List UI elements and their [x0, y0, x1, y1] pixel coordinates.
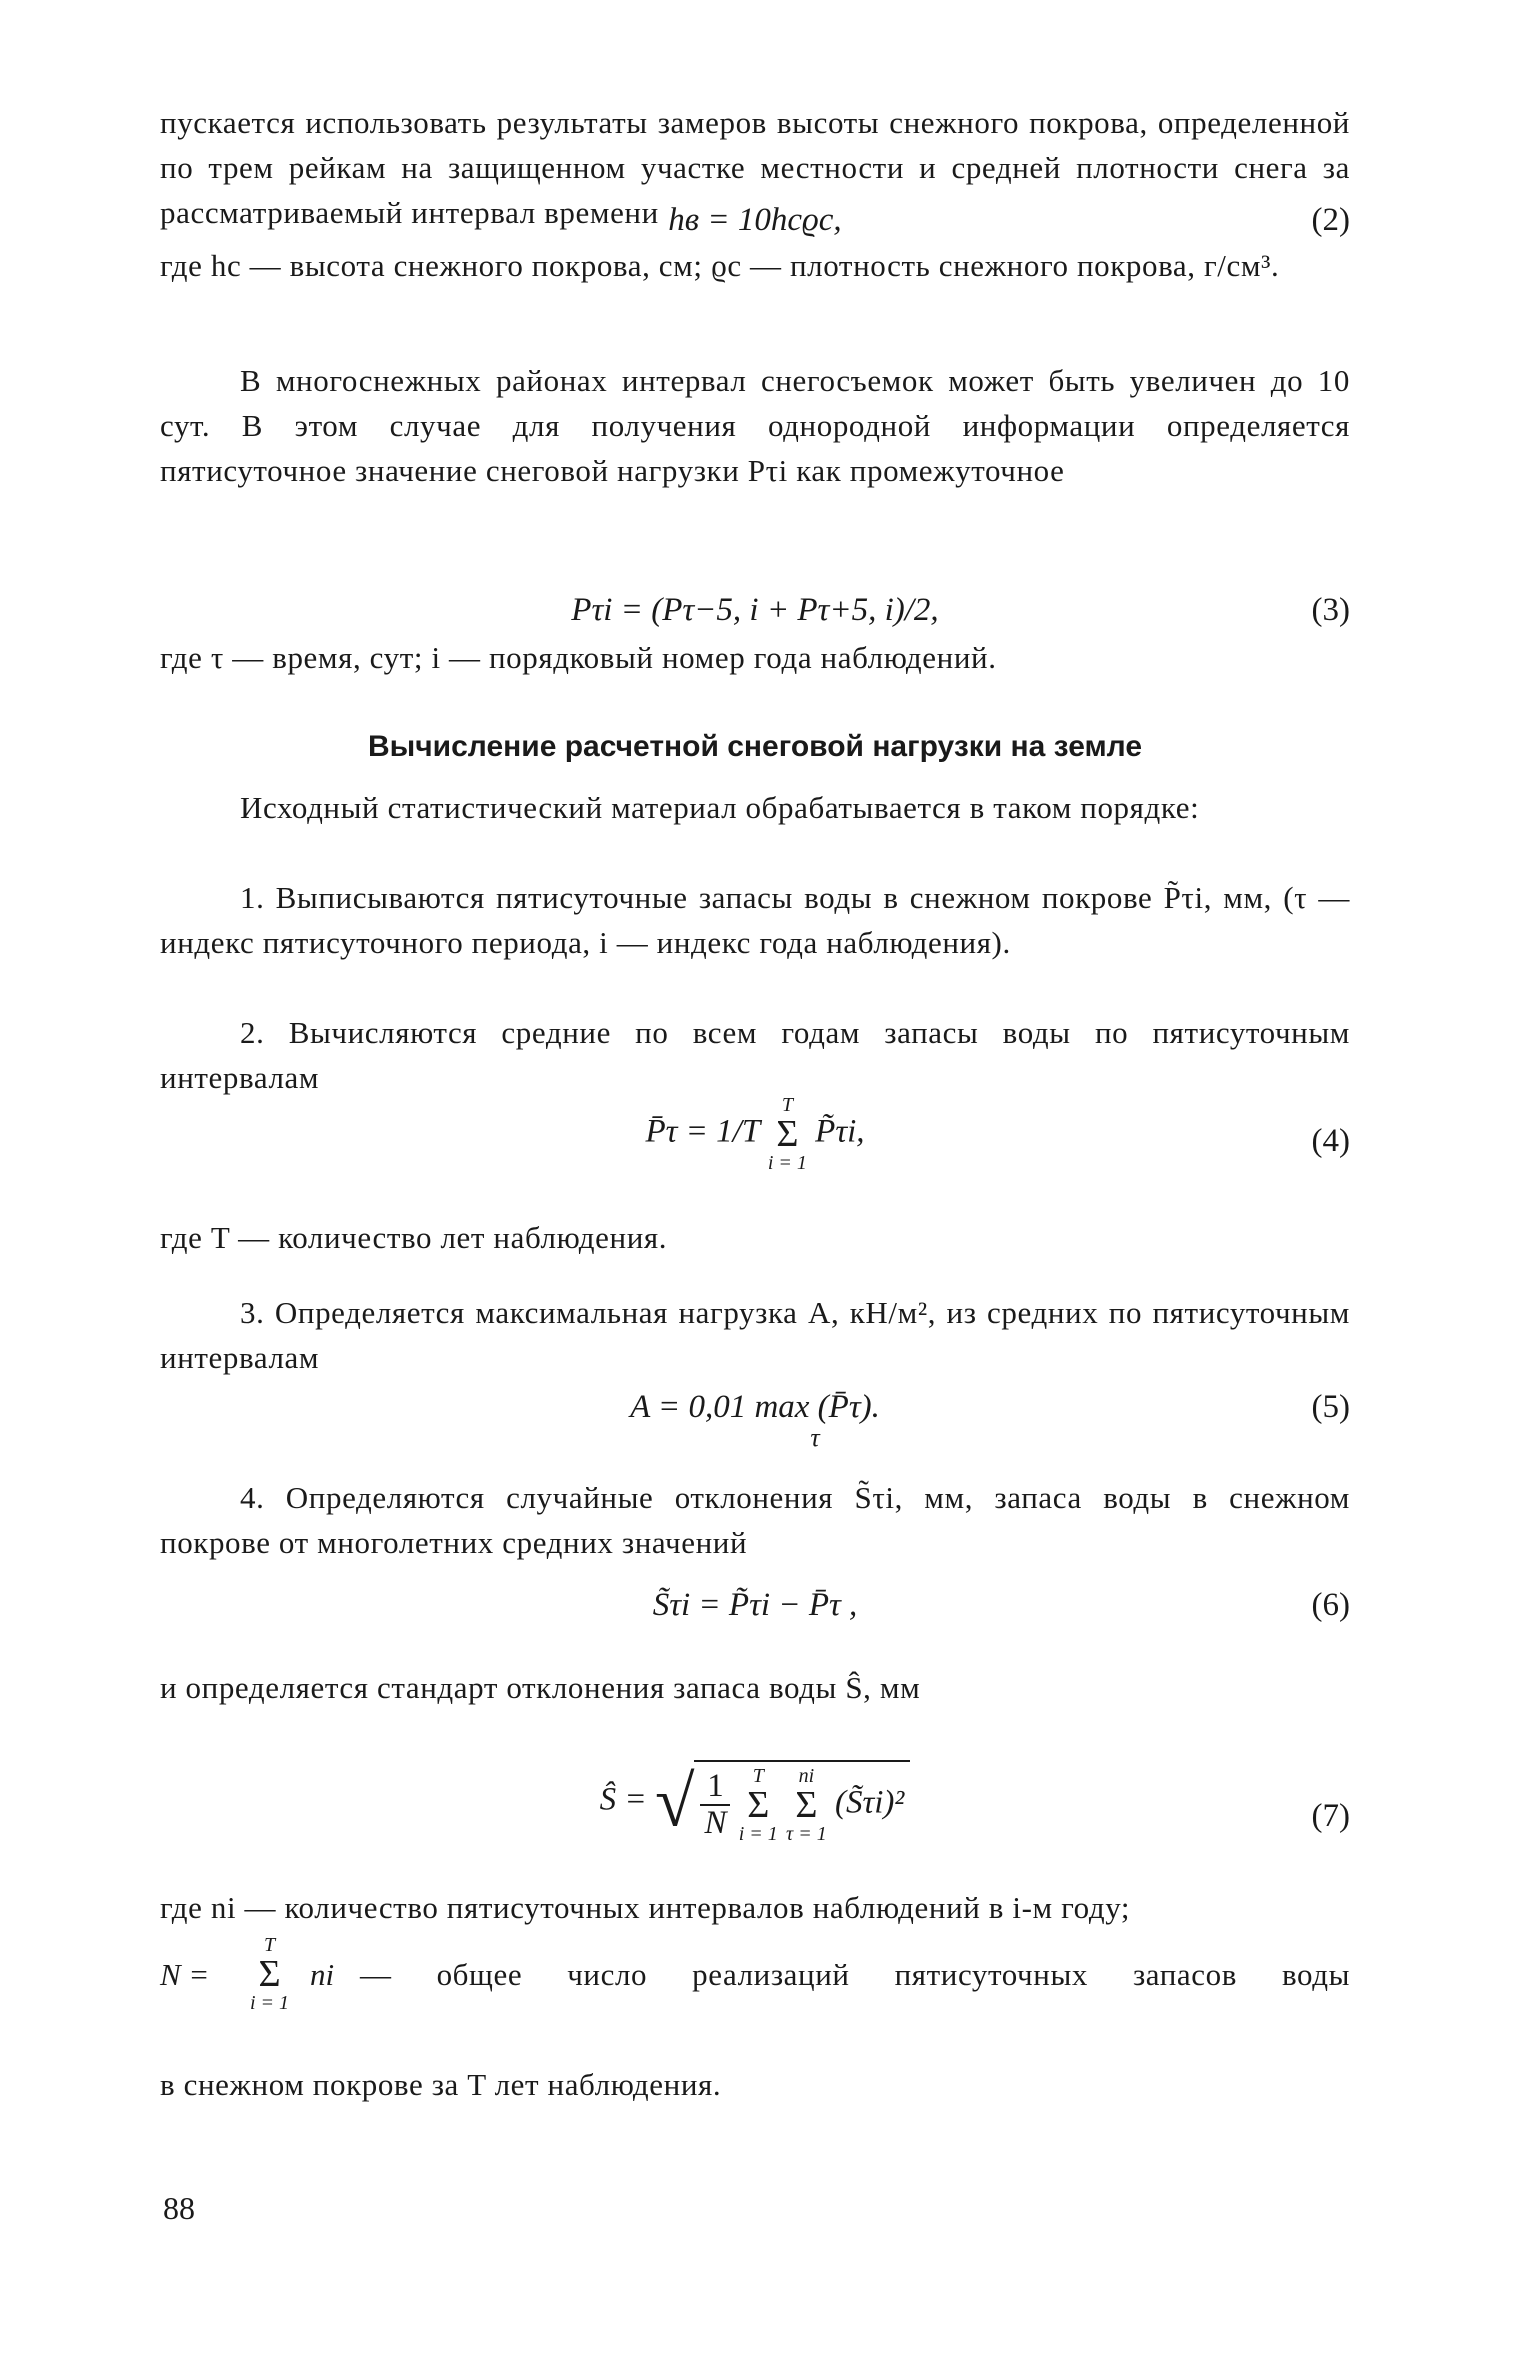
- paragraph-definition-h: где hс — высота снежного покрова, см; ϱс — плотность снежного покрова, г/см³.: [160, 248, 1280, 283]
- formula-4-lhs: P̄τ = 1/T: [645, 1113, 760, 1150]
- formula-5-subscript: τ: [810, 1423, 820, 1452]
- paragraph-intro: пускается использовать результаты замеров высоты снежного покрова, определенной по трем рейкам на защищенном участке местности и средней плотности снега за рассматриваемый интервал времени: [160, 105, 1350, 230]
- sum-symbol-outer: T Σ i = 1: [738, 1765, 778, 1845]
- formula-6-expression: S̃τi = P̃τi − P̄τ ,: [652, 1587, 858, 1623]
- formula-N-line: [160, 1935, 1350, 2035]
- formula-4-rhs: P̃τi,: [815, 1113, 865, 1150]
- paragraph-step-2: 2. Вычисляются средние по всем годам запасы воды по пятисуточным интервалам: [160, 1015, 1350, 1095]
- sum-symbol-N: T Σ i = 1: [250, 1934, 290, 2014]
- formula-7-body: (S̃τi)²: [834, 1784, 905, 1821]
- paragraph-N-definition: — общее число реализаций пятисуточных запасов воды: [360, 1957, 1350, 1992]
- page-number: 88: [163, 2190, 195, 2226]
- paragraph-multisnow: В многоснежных районах интервал снегосъемок может быть увеличен до 10 сут. В этом случае для получения однородной информации определяется пятисуточное значение снеговой нагрузки Pτi как промежуточное: [160, 363, 1350, 488]
- fraction: $\frac{1}{N}$: [700, 1769, 730, 1840]
- formula-2-number: (2): [1311, 202, 1350, 238]
- paragraph-step-3: 3. Определяется максимальная нагрузка A, кН/м², из средних по пятисуточным интервалам: [160, 1295, 1350, 1375]
- section-heading: Вычисление расчетной снеговой нагрузки на земле: [367, 730, 1143, 763]
- formula-6-number: (6): [1311, 1587, 1350, 1623]
- formula-7-lhs: Ŝ =: [599, 1781, 647, 1818]
- paragraph-observation: в снежном покрове за T лет наблюдения.: [160, 2067, 722, 2102]
- formula-6: [160, 1580, 1350, 1630]
- formula-5-number: (5): [1311, 1389, 1350, 1425]
- formula-7-number: (7): [1311, 1798, 1350, 1834]
- formula-3-expression: Pτi = (Pτ−5, i + Pτ+5, i)/2,: [571, 592, 939, 628]
- formula-7: [160, 1760, 1350, 1880]
- formula-3: [160, 585, 1350, 635]
- paragraph-procedure: Исходный статистический материал обрабатывается в таком порядке:: [240, 790, 1200, 825]
- paragraph-step-1: 1. Выписываются пятисуточные запасы воды в снежном покрове P̃τi, мм, (τ — индекс пятисуточного периода, i — индекс года наблюдения).: [160, 880, 1350, 960]
- paragraph-definition-n: где ni — количество пятисуточных интервалов наблюдений в i-м году;: [160, 1890, 1131, 1925]
- formula-N-lhs: N =: [160, 1957, 210, 1992]
- formula-2: [160, 195, 1350, 245]
- formula-2-expression: hв = 10hсϱс,: [668, 202, 842, 238]
- formula-N-term: ni: [310, 1957, 335, 1992]
- formula-4: [160, 1095, 1350, 1205]
- paragraph-step-4: 4. Определяются случайные отклонения S̃τi, мм, запаса воды в снежном покрове от многолетних средних значений: [160, 1480, 1350, 1560]
- paragraph-std-deviation: и определяется стандарт отклонения запаса воды Ŝ, мм: [160, 1670, 921, 1705]
- formula-5: [160, 1385, 1350, 1465]
- formula-4-number: (4): [1311, 1123, 1350, 1159]
- formula-5-expression: A = 0,01 max (P̄τ).: [630, 1389, 880, 1425]
- square-root: √ $\frac{1}{N}$ T Σ i = 1 ni Σ τ = 1 (S̃τi)²: [655, 1760, 910, 1844]
- sum-symbol-inner: ni Σ τ = 1: [786, 1765, 827, 1845]
- paragraph-definition-T: где T — количество лет наблюдения.: [160, 1220, 668, 1255]
- formula-3-number: (3): [1311, 592, 1350, 628]
- sum-symbol: T Σ i = 1: [767, 1094, 807, 1174]
- paragraph-definition-tau: где τ — время, сут; i — порядковый номер года наблюдений.: [160, 640, 997, 675]
